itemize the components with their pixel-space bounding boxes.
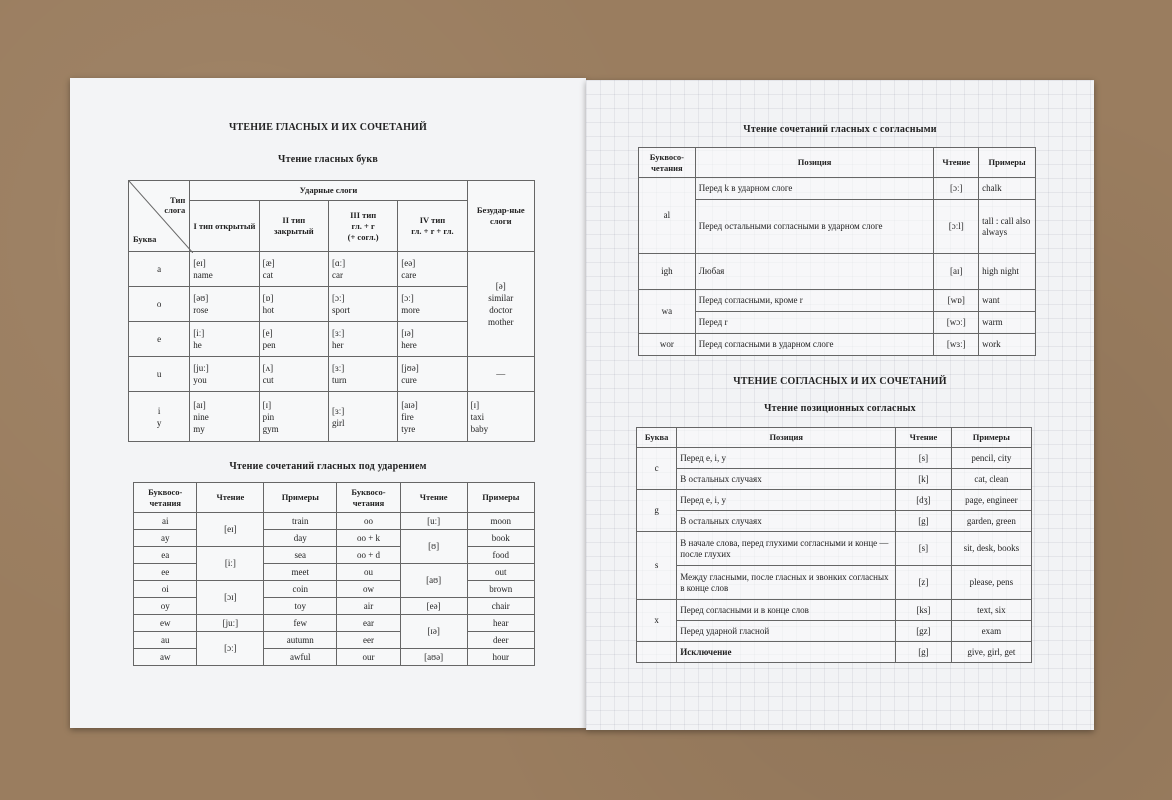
cell: [ɜː] turn [328,357,397,392]
cell: aw [134,649,197,666]
cell: Перед k в ударном слоге [695,178,934,200]
cell: sit, desk, books [951,532,1031,566]
cell: [ɜː] girl [328,392,397,442]
header-examples: Примеры [264,483,337,513]
cell: c [637,448,677,490]
table-row [134,598,535,615]
cell: eer [337,632,400,649]
cell: out [467,564,534,581]
table-row [134,649,535,666]
col-type1: I тип открытый [190,201,259,252]
cell: [eɪ] name [190,252,259,287]
cell: chalk [979,178,1036,200]
table-row [637,469,1032,490]
cell: [eə] care [398,252,467,287]
cell: [ɔː] [934,178,979,200]
vc-table-title: Чтение сочетаний гласных с согласными [743,124,937,135]
cell: au [134,632,197,649]
cell: oo [337,513,400,530]
header-letters: Буквосо-четания [639,148,696,178]
header-position: Позиция [677,428,896,448]
cell: ow [337,581,400,598]
vowels-table-title: Чтение гласных букв [278,154,378,165]
cell: cat, clean [951,469,1031,490]
cell: [e] pen [259,322,328,357]
cell: [ɔː] sport [328,287,397,322]
letter-cell: a [129,252,190,287]
letter-cell: o [129,287,190,322]
cell: autumn [264,632,337,649]
cell: want [979,290,1036,312]
cell: air [337,598,400,615]
cell: ea [134,547,197,564]
header-examples: Примеры [951,428,1031,448]
cell: give, girl, get [951,642,1031,663]
cell: [ks] [896,600,951,621]
cell: Любая [695,254,934,290]
table-row [637,532,1032,566]
cell: [juː] [197,615,264,632]
combos-table [133,482,535,666]
cell: [eɪ] [197,513,264,547]
col-type4: IV тип гл. + r + гл. [398,201,467,252]
table-row [637,621,1032,642]
cell: [juː] you [190,357,259,392]
cell: [əʊ] rose [190,287,259,322]
cell: [dʒ] [896,490,951,511]
cell: ay [134,530,197,547]
cell: s [637,532,677,600]
left-page [70,78,586,728]
table-row [134,513,535,530]
cell: Перед e, i, y [677,490,896,511]
table-row [134,615,535,632]
unstressed-cell: — [467,357,534,392]
cell: [s] [896,448,951,469]
positional-consonants-table [636,427,1032,663]
unstressed-cell: [ɪ] taxi baby [467,392,534,442]
cell: [z] [896,566,951,600]
cell: meet [264,564,337,581]
cell: Перед согласными в ударном слоге [695,334,934,356]
cell: [ɪ] pin gym [259,392,328,442]
cell: [ʊ] [400,530,467,564]
header-reading: Чтение [934,148,979,178]
cell: В начале слова, перед глухими согласными и конце — после глухих [677,532,896,566]
table-row [637,600,1032,621]
right-page [586,80,1094,730]
cell: igh [639,254,696,290]
cell: please, pens [951,566,1031,600]
cell: book [467,530,534,547]
cell: food [467,547,534,564]
left-page-title: ЧТЕНИЕ ГЛАСНЫХ И ИХ СОЧЕТАНИЙ [228,122,428,133]
cell: [ɔːl] [934,200,979,254]
cell: [g] [896,642,951,663]
table-row [639,178,1036,200]
cell: wa [639,290,696,334]
diag-label-letter: Буква [133,234,157,244]
table-row [134,632,535,649]
cell: coin [264,581,337,598]
cell: ou [337,564,400,581]
letter-cell: u [129,357,190,392]
cell: ear [337,615,400,632]
header-letter: Буква [637,428,677,448]
cell: [k] [896,469,951,490]
table-row [637,490,1032,511]
cell: [uː] [400,513,467,530]
cell: [aɪ] [934,254,979,290]
table-row [134,581,535,598]
diagonal-header-cell [129,181,190,252]
diag-label-type: Тип слога [164,195,186,215]
cell: moon [467,513,534,530]
cell [637,642,677,663]
cell: [æ] cat [259,252,328,287]
cell: oy [134,598,197,615]
cell: [wɒ] [934,290,979,312]
cell: work [979,334,1036,356]
cell: [ɪə] here [398,322,467,357]
cell: Перед согласными и в конце слов [677,600,896,621]
header-examples: Примеры [467,483,534,513]
cell: day [264,530,337,547]
cell: oi [134,581,197,598]
table-row [134,530,535,547]
table-row [639,312,1036,334]
cell: garden, green [951,511,1031,532]
table-row [129,357,535,392]
cell: [aɪə] fire tyre [398,392,467,442]
cell: hour [467,649,534,666]
header-letters: Буквосо-четания [337,483,400,513]
table-row [639,290,1036,312]
cell: ee [134,564,197,581]
cell: [ɔː] more [398,287,467,322]
cell: oo + d [337,547,400,564]
cell: [ɜː] her [328,322,397,357]
cell: В остальных случаях [677,511,896,532]
cell: tall : call also always [979,200,1036,254]
stressed-header: Ударные слоги [190,181,467,201]
cell: [ɔː] [197,632,264,666]
positional-consonants-title: Чтение позиционных согласных [764,403,916,414]
cell: Перед ударной гласной [677,621,896,642]
cell: sea [264,547,337,564]
cell: [s] [896,532,951,566]
cell: Перед согласными, кроме r [695,290,934,312]
cell: Перед остальными согласными в ударном слоге [695,200,934,254]
table-row [639,334,1036,356]
vowels-table [128,180,535,442]
cell: brown [467,581,534,598]
cell: awful [264,649,337,666]
cell: [iː] he [190,322,259,357]
cell: g [637,490,677,532]
cell: oo + k [337,530,400,547]
cell: [ɔɪ] [197,581,264,615]
cell: Между гласными, после гласных и звонких согласных в конце слов [677,566,896,600]
col-type2: II тип закрытый [259,201,328,252]
cell: [eə] [400,598,467,615]
letter-cell: e [129,322,190,357]
cell: ew [134,615,197,632]
cell: [iː] [197,547,264,581]
cell: [jʊə] cure [398,357,467,392]
cell: [wɔː] [934,312,979,334]
cell: x [637,600,677,642]
table-row [134,547,535,564]
cell: few [264,615,337,632]
cell: В остальных случаях [677,469,896,490]
cell: hear [467,615,534,632]
cell: exam [951,621,1031,642]
cell: high night [979,254,1036,290]
cell: [ɪə] [400,615,467,649]
table-row [639,200,1036,254]
header-reading: Чтение [400,483,467,513]
table-row [129,252,535,287]
table-row [637,511,1032,532]
table-row [637,642,1032,663]
cell: page, engineer [951,490,1031,511]
cell: ai [134,513,197,530]
cell: [wɜː] [934,334,979,356]
cell: text, six [951,600,1031,621]
cell: deer [467,632,534,649]
cell: [aɪ] nine my [190,392,259,442]
cell: toy [264,598,337,615]
cell: Перед r [695,312,934,334]
cell: [aʊə] [400,649,467,666]
cell: al [639,178,696,254]
col-type3: III тип гл. + r (+ согл.) [328,201,397,252]
consonants-title: ЧТЕНИЕ СОГЛАСНЫХ И ИХ СОЧЕТАНИЙ [733,376,947,387]
table-row [134,564,535,581]
cell: our [337,649,400,666]
letter-cell: i y [129,392,190,442]
cell: [aʊ] [400,564,467,598]
cell: [gz] [896,621,951,642]
cell: [g] [896,511,951,532]
table-row [129,392,535,442]
table-row [637,448,1032,469]
cell: wor [639,334,696,356]
cell: train [264,513,337,530]
header-reading: Чтение [896,428,951,448]
cell: chair [467,598,534,615]
header-reading: Чтение [197,483,264,513]
header-examples: Примеры [979,148,1036,178]
table-row [637,566,1032,600]
cell: Перед e, i, y [677,448,896,469]
header-letters: Буквосо-четания [134,483,197,513]
vowel-consonant-table [638,147,1036,356]
cell: pencil, city [951,448,1031,469]
cell: [ɑː] car [328,252,397,287]
unstressed-cell: [ə] similar doctor mother [467,252,534,357]
cell: [ʌ] cut [259,357,328,392]
cell: warm [979,312,1036,334]
cell: [ɒ] hot [259,287,328,322]
unstressed-header: Безудар-ные слоги [467,181,534,252]
exception-cell: Исключение [677,642,896,663]
table-row [639,254,1036,290]
combos-table-title: Чтение сочетаний гласных под ударением [229,461,427,472]
header-position: Позиция [695,148,934,178]
